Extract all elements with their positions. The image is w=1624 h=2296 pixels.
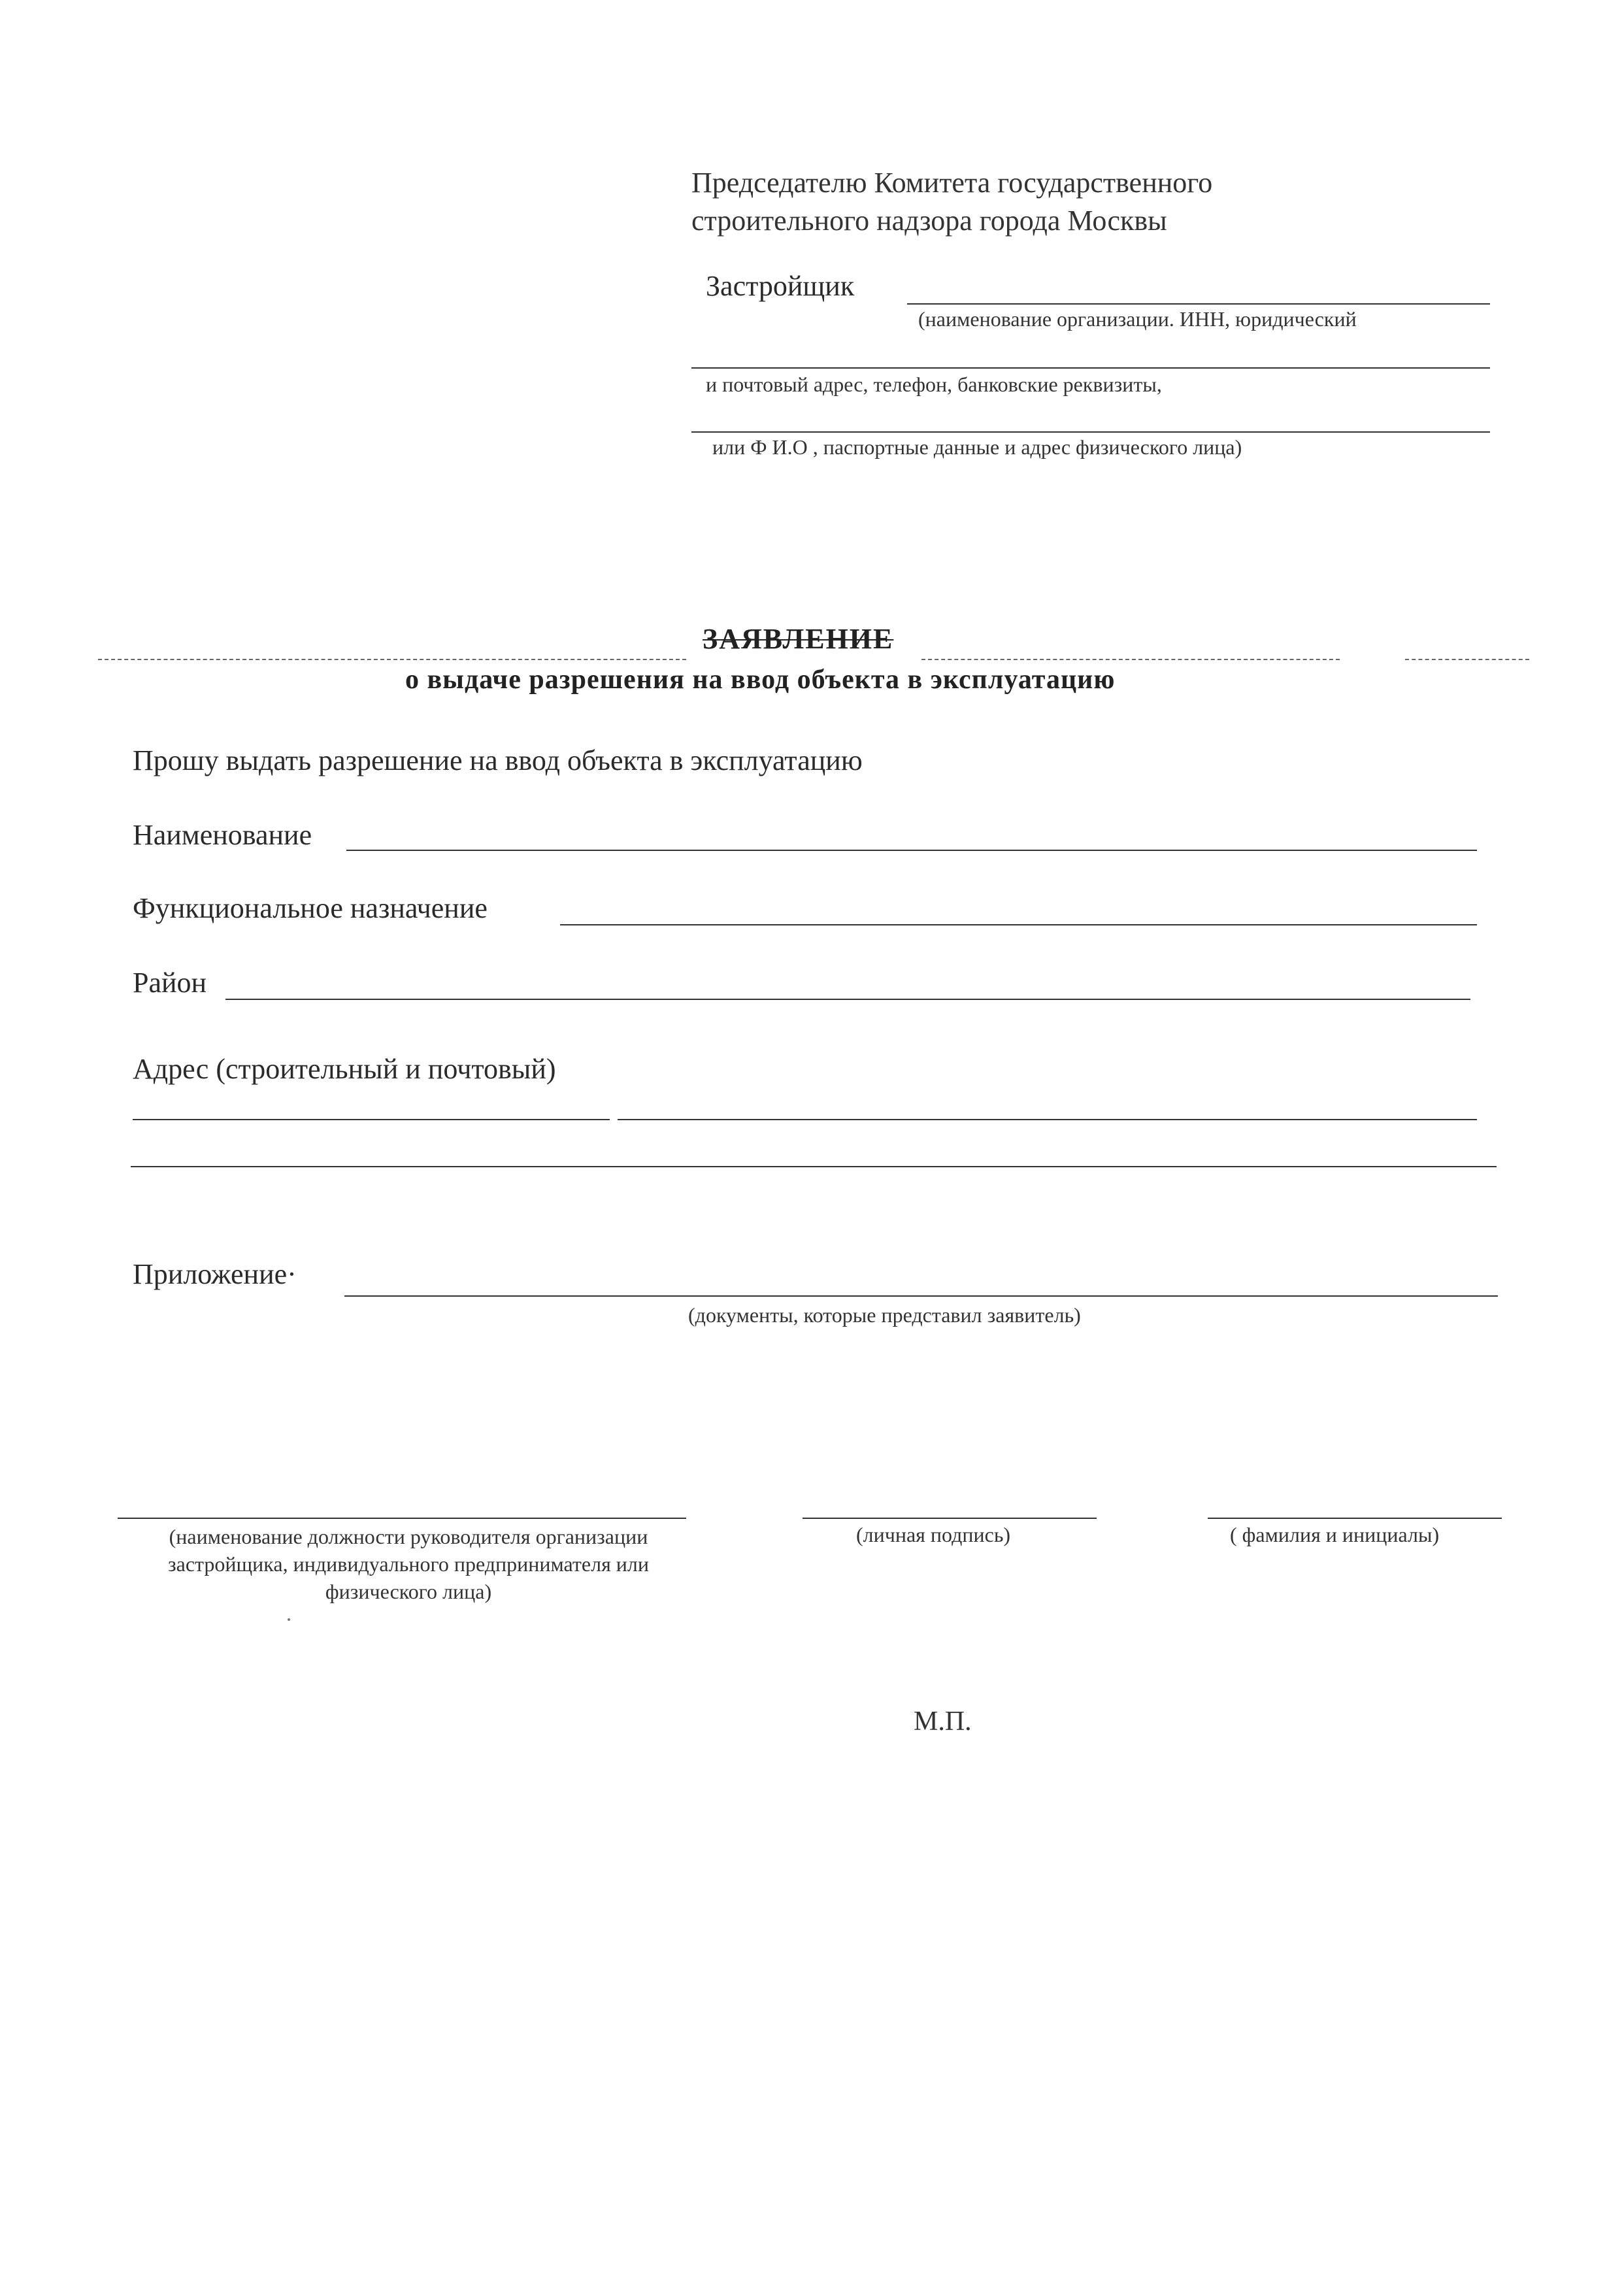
developer-line-1[interactable]: [907, 303, 1490, 305]
position-hint: (наименование должности руководителя организации застройщика, индивидуального предпринимателя или физического лица): [167, 1525, 649, 1603]
request-text: Прошу выдать разрешение на ввод объекта в эксплуатацию: [133, 744, 863, 776]
purpose-field[interactable]: [560, 924, 1477, 925]
developer-line-3[interactable]: [691, 431, 1490, 433]
developer-hint-3: или Ф И.О , паспортные данные и адрес физического лица): [712, 435, 1242, 459]
title-divider-right: [921, 659, 1340, 660]
full-name-line[interactable]: [1208, 1518, 1502, 1519]
name-label: Наименование: [133, 819, 312, 851]
full-name-hint: ( фамилия и инициалы): [1230, 1523, 1440, 1546]
district-field[interactable]: [225, 999, 1470, 1000]
district-label: Район: [133, 967, 207, 999]
addressee-line-1: Председателю Комитета государственного: [691, 167, 1213, 199]
address-field-line-1-right[interactable]: [618, 1119, 1477, 1120]
attachment-field[interactable]: [344, 1295, 1498, 1297]
name-field[interactable]: [346, 850, 1477, 851]
stamp-placeholder: М.П.: [914, 1706, 972, 1737]
position-line[interactable]: [118, 1518, 686, 1519]
address-label: Адрес (строительный и почтовый): [133, 1053, 556, 1085]
developer-hint-1: (наименование организации. ИНН, юридический: [918, 307, 1357, 331]
document-subtitle: о выдаче разрешения на ввод объекта в эксплуатацию: [405, 665, 1116, 695]
attachment-hint: (документы, которые представил заявитель): [688, 1303, 1081, 1327]
signature-line[interactable]: [803, 1518, 1097, 1519]
developer-hint-2: и почтовый адрес, телефон, банковские реквизиты,: [706, 373, 1162, 396]
signature-hint: (личная подпись): [856, 1523, 1011, 1546]
address-field-line-2[interactable]: [131, 1166, 1497, 1167]
scan-speck: [288, 1618, 290, 1621]
title-divider-left: [98, 659, 686, 660]
address-field-line-1-left[interactable]: [133, 1119, 610, 1120]
title-divider-far-right: [1405, 659, 1529, 660]
addressee-line-2: строительного надзора города Москвы: [691, 205, 1167, 237]
document-title: ЗАЯВЛЕНИЕ: [703, 623, 894, 655]
developer-label: Застройщик: [706, 270, 855, 302]
purpose-label: Функциональное назначение: [133, 892, 488, 924]
attachment-label: Приложение·: [133, 1258, 297, 1290]
developer-line-2[interactable]: [691, 367, 1490, 369]
